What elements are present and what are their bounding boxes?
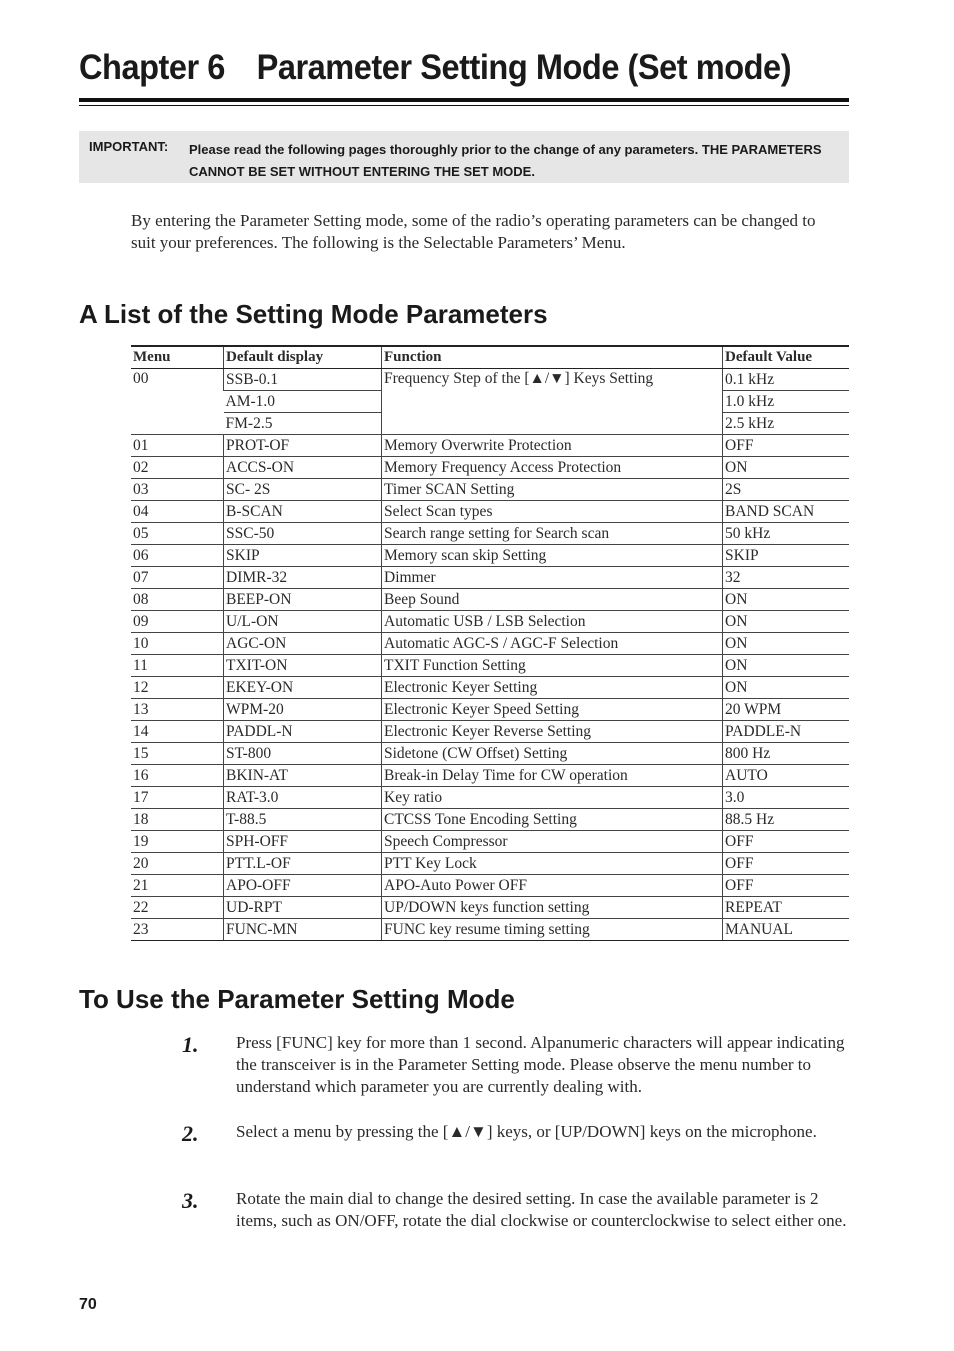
cell-display: FUNC-MN — [224, 919, 382, 941]
table-row — [131, 787, 849, 809]
column-header-menu: Menu — [131, 346, 224, 369]
cell-menu: 12 — [131, 677, 224, 699]
cell-value: ON — [723, 457, 850, 479]
table-row — [131, 369, 849, 391]
table-row — [131, 589, 849, 611]
table-row — [131, 633, 849, 655]
cell-menu: 10 — [131, 633, 224, 655]
cell-menu: 09 — [131, 611, 224, 633]
column-header-default-display: Default display — [224, 346, 382, 369]
step-text: Select a menu by pressing the [▲/▼] keys, or [UP/DOWN] keys on the microphone. — [236, 1122, 817, 1141]
cell-function: Break-in Delay Time for CW operation — [382, 765, 723, 787]
cell-function: Speech Compressor — [382, 831, 723, 853]
cell-display: SSC-50 — [224, 523, 382, 545]
cell-function: Memory Frequency Access Protection — [382, 457, 723, 479]
cell-function: Electronic Keyer Speed Setting — [382, 699, 723, 721]
cell-menu: 11 — [131, 655, 224, 677]
cell-display: T-88.5 — [224, 809, 382, 831]
table-row — [131, 721, 849, 743]
table-row — [131, 699, 849, 721]
cell-menu: 16 — [131, 765, 224, 787]
cell-value: AUTO — [723, 765, 850, 787]
column-header-function: Function — [382, 346, 723, 369]
table-row — [131, 523, 849, 545]
cell-value: 3.0 — [723, 787, 850, 809]
table-row — [131, 897, 849, 919]
table-row — [131, 831, 849, 853]
cell-value: ON — [723, 633, 850, 655]
cell-function: Automatic AGC-S / AGC-F Selection — [382, 633, 723, 655]
cell-function: Sidetone (CW Offset) Setting — [382, 743, 723, 765]
cell-value: OFF — [723, 831, 850, 853]
cell-menu: 14 — [131, 721, 224, 743]
cell-value: 1.0 kHz — [723, 391, 850, 413]
section-heading-use-mode: To Use the Parameter Setting Mode — [79, 984, 515, 1014]
table-row — [131, 457, 849, 479]
cell-value: 50 kHz — [723, 523, 850, 545]
table-row — [131, 853, 849, 875]
parameter-table — [131, 345, 849, 941]
important-text: Please read the following pages thoroughly prior to the change of any parameters. THE PARAMETERS CANNOT BE SET WITHOUT ENTERING THE SET MODE. — [189, 142, 822, 179]
table-row — [131, 611, 849, 633]
table-row — [131, 743, 849, 765]
cell-display: AGC-ON — [224, 633, 382, 655]
cell-menu: 21 — [131, 875, 224, 897]
cell-menu: 17 — [131, 787, 224, 809]
cell-function: FUNC key resume timing setting — [382, 919, 723, 941]
cell-menu: 18 — [131, 809, 224, 831]
table-row — [131, 809, 849, 831]
cell-value: OFF — [723, 853, 850, 875]
cell-menu: 05 — [131, 523, 224, 545]
cell-display: FM-2.5 — [224, 413, 382, 435]
cell-display: EKEY-ON — [224, 677, 382, 699]
cell-menu: 22 — [131, 897, 224, 919]
cell-value: OFF — [723, 435, 850, 457]
table-row — [131, 655, 849, 677]
cell-menu: 02 — [131, 457, 224, 479]
cell-display: PROT-OF — [224, 435, 382, 457]
cell-function: Memory Overwrite Protection — [382, 435, 723, 457]
cell-display: APO-OFF — [224, 875, 382, 897]
cell-function: Select Scan types — [382, 501, 723, 523]
cell-function: UP/DOWN keys function setting — [382, 897, 723, 919]
chapter-name: Parameter Setting Mode (Set mode) — [256, 48, 792, 87]
cell-menu: 19 — [131, 831, 224, 853]
section-heading-parameter-list: A List of the Setting Mode Parameters — [79, 299, 548, 329]
table-row — [131, 435, 849, 457]
cell-value: 20 WPM — [723, 699, 850, 721]
cell-value: 2S — [723, 479, 850, 501]
cell-menu: 01 — [131, 435, 224, 457]
cell-value: 800 Hz — [723, 743, 850, 765]
cell-function: Search range setting for Search scan — [382, 523, 723, 545]
cell-display: BKIN-AT — [224, 765, 382, 787]
cell-function: Memory scan skip Setting — [382, 545, 723, 567]
cell-menu: 03 — [131, 479, 224, 501]
cell-display: PTT.L-OF — [224, 853, 382, 875]
cell-display: WPM-20 — [224, 699, 382, 721]
cell-display: SC- 2S — [224, 479, 382, 501]
column-header-default-value: Default Value — [723, 346, 850, 369]
cell-value: 0.1 kHz — [723, 369, 850, 391]
page-number: 70 — [79, 1296, 97, 1313]
step-text: Rotate the main dial to change the desired setting. In case the available parameter is 2 items, such as ON/OFF, rotate the dial clockwise or counterclockwise to select either one. — [236, 1189, 847, 1230]
cell-display: AM-1.0 — [224, 391, 382, 413]
cell-menu: 00 — [131, 369, 224, 435]
table-row — [131, 919, 849, 941]
cell-display: U/L-ON — [224, 611, 382, 633]
cell-display: PADDL-N — [224, 721, 382, 743]
cell-function: PTT Key Lock — [382, 853, 723, 875]
step-text: Press [FUNC] key for more than 1 second. Alpanumeric characters will appear indicating the transceiver is in the Parameter Setting mode. Please observe the menu number to understand which parameter you are currently dealing with. — [236, 1033, 845, 1096]
title-rule-thin — [79, 105, 849, 106]
cell-function: Key ratio — [382, 787, 723, 809]
cell-menu: 06 — [131, 545, 224, 567]
cell-function: Dimmer — [382, 567, 723, 589]
cell-value: 32 — [723, 567, 850, 589]
cell-function: TXIT Function Setting — [382, 655, 723, 677]
cell-display: RAT-3.0 — [224, 787, 382, 809]
cell-function: APO-Auto Power OFF — [382, 875, 723, 897]
cell-value: ON — [723, 655, 850, 677]
important-notice — [79, 131, 849, 183]
cell-display: ACCS-ON — [224, 457, 382, 479]
cell-menu: 20 — [131, 853, 224, 875]
table-row — [131, 501, 849, 523]
cell-value: REPEAT — [723, 897, 850, 919]
table-row — [131, 545, 849, 567]
title-rule-thick — [79, 98, 849, 102]
cell-menu: 23 — [131, 919, 224, 941]
cell-function: Automatic USB / LSB Selection — [382, 611, 723, 633]
cell-menu: 04 — [131, 501, 224, 523]
table-row — [131, 567, 849, 589]
cell-function: Beep Sound — [382, 589, 723, 611]
cell-menu: 07 — [131, 567, 224, 589]
step-number: 3. — [182, 1188, 199, 1213]
table-row — [131, 875, 849, 897]
table-row — [131, 479, 849, 501]
cell-value: 88.5 Hz — [723, 809, 850, 831]
cell-function: Electronic Keyer Reverse Setting — [382, 721, 723, 743]
cell-value: BAND SCAN — [723, 501, 850, 523]
cell-function: Timer SCAN Setting — [382, 479, 723, 501]
cell-display: UD-RPT — [224, 897, 382, 919]
cell-value: PADDLE-N — [723, 721, 850, 743]
table-row — [131, 765, 849, 787]
chapter-title — [79, 48, 791, 88]
cell-menu: 08 — [131, 589, 224, 611]
step-number: 2. — [182, 1121, 199, 1146]
cell-function: Frequency Step of the [▲/▼] Keys Setting — [382, 369, 723, 435]
cell-display: SSB-0.1 — [224, 369, 382, 391]
cell-value: ON — [723, 611, 850, 633]
cell-menu: 13 — [131, 699, 224, 721]
cell-function: CTCSS Tone Encoding Setting — [382, 809, 723, 831]
cell-display: TXIT-ON — [224, 655, 382, 677]
table-header-row — [131, 346, 849, 369]
cell-display: ST-800 — [224, 743, 382, 765]
important-label: IMPORTANT: — [89, 139, 169, 154]
cell-display: SKIP — [224, 545, 382, 567]
cell-value: MANUAL — [723, 919, 850, 941]
cell-display: DIMR-32 — [224, 567, 382, 589]
cell-value: 2.5 kHz — [723, 413, 850, 435]
cell-value: ON — [723, 589, 850, 611]
cell-display: B-SCAN — [224, 501, 382, 523]
table-row — [131, 677, 849, 699]
cell-display: BEEP-ON — [224, 589, 382, 611]
cell-value: OFF — [723, 875, 850, 897]
cell-value: SKIP — [723, 545, 850, 567]
cell-display: SPH-OFF — [224, 831, 382, 853]
cell-menu: 15 — [131, 743, 224, 765]
step-number: 1. — [182, 1032, 199, 1057]
chapter-number: Chapter 6 — [79, 48, 225, 87]
cell-function: Electronic Keyer Setting — [382, 677, 723, 699]
cell-value: ON — [723, 677, 850, 699]
intro-paragraph: By entering the Parameter Setting mode, some of the radio’s operating parameters can be changed to suit your preferences. The following is the Selectable Parameters’ Menu. — [131, 211, 816, 252]
